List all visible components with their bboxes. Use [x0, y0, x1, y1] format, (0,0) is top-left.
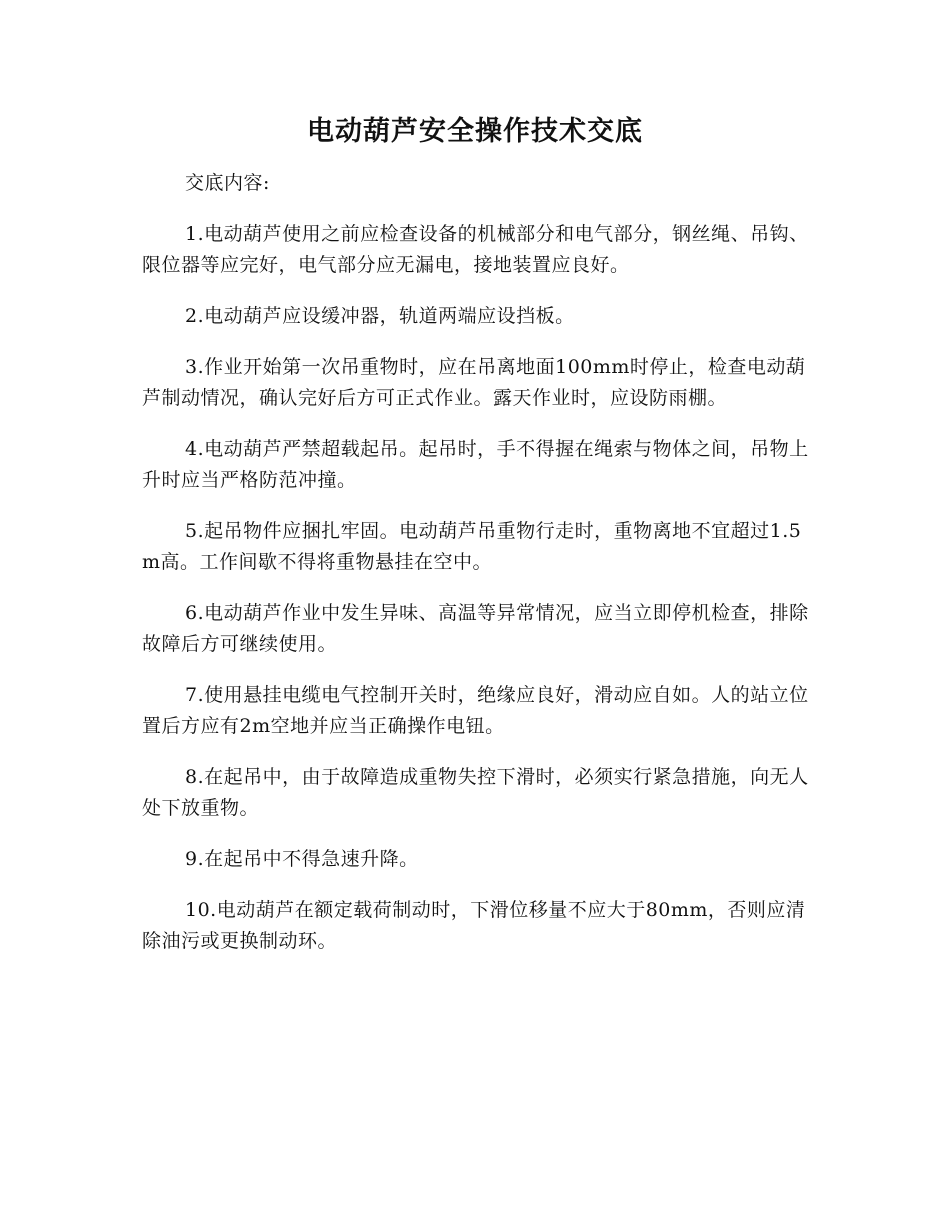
document-title: 电动葫芦安全操作技术交底: [307, 116, 643, 147]
document-body: [142, 168, 812, 977]
paragraph-3: 3.作业开始第一次吊重物时，应在吊离地面100mm时停止，检查电动葫芦制动情况，确认完好后方可正式作业。露天作业时，应设防雨棚。: [142, 356, 806, 409]
paragraph-10: 10.电动葫芦在额定载荷制动时，下滑位移量不应大于80mm，否则应清除油污或更换制动环。: [142, 899, 806, 952]
paragraph-4: 4.电动葫芦严禁超载起吊。起吊时，手不得握在绳索与物体之间，吊物上升时应当严格防范冲撞。: [142, 438, 809, 491]
paragraph-1: 1.电动葫芦使用之前应检查设备的机械部分和电气部分，钢丝绳、吊钩、限位器等应完好，电气部分应无漏电，接地装置应良好。: [142, 223, 809, 276]
intro-line: 交底内容:: [185, 172, 270, 194]
paragraph-5: 5.起吊物件应捆扎牢固。电动葫芦吊重物行走时，重物离地不宜超过1.5m高。工作间歇不得将重物悬挂在空中。: [142, 520, 802, 573]
paragraph-9: 9.在起吊中不得急速升降。: [185, 848, 419, 870]
paragraph-7: 7.使用悬挂电缆电气控制开关时，绝缘应良好，滑动应自如。人的站立位置后方应有2m空地并应当正确操作电钮。: [142, 684, 809, 737]
paragraph-2: 2.电动葫芦应设缓冲器，轨道两端应设挡板。: [185, 305, 575, 327]
paragraph-8: 8.在起吊中，由于故障造成重物失控下滑时，必须实行紧急措施，向无人处下放重物。: [142, 766, 809, 819]
paragraph-6: 6.电动葫芦作业中发生异味、高温等异常情况，应当立即停机检查，排除故障后方可继续使用。: [142, 602, 809, 655]
